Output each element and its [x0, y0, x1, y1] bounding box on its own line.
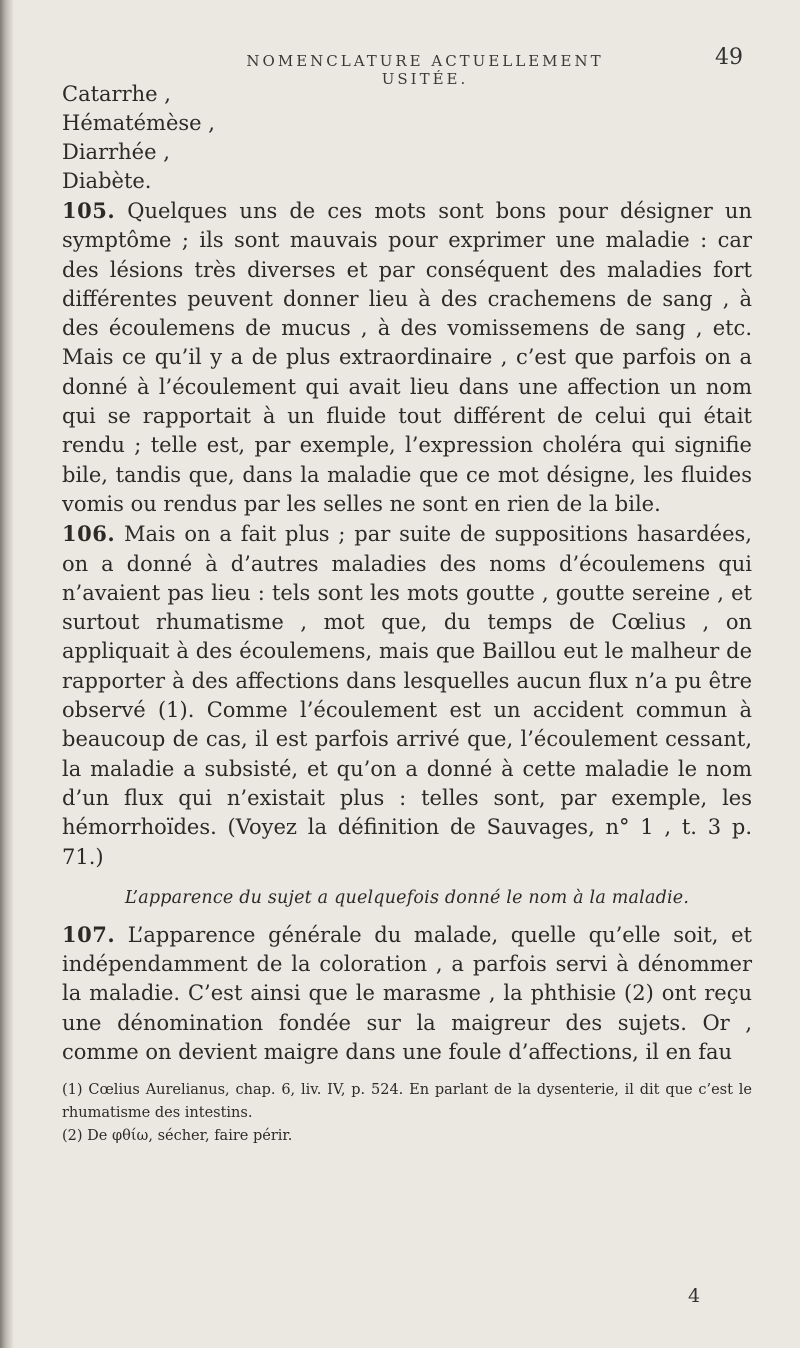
signature-mark: 4: [688, 1285, 701, 1307]
paragraph-text: Mais on a fait plus ; par suite de suppositions hasardées, on a donné à d’autres maladies des noms d’écoulemens qui n’avaient pas lieu : tels sont les mots goutte , goutte sereine , et surtout rhumatisme , mot que, du temps de Cœlius , on appliquait à des écoulemens, mais que Baillou eut le malheur de rapporter à des affections dans lesquelles aucun flux n’a pu être observé (1). Comme l’écoulement est un accident commun à beaucoup de cas, il est parfois arrivé que, l’écoulement cessant, la maladie a subsisté, et qu’on a donné à cette maladie le nom d’un flux qui n’existait plus : telles sont, par exemple, les hémorrhoïdes. (Voyez la définition de Sauvages, n° 1 , t. 3 p. 71.): [62, 522, 752, 869]
list-item: Catarrhe ,: [62, 82, 171, 106]
list-item: Diarrhée ,: [62, 140, 170, 164]
paragraph-text: Quelques uns de ces mots sont bons pour désigner un symptôme ; ils sont mauvais pour exprimer une maladie : car des lésions très diverses et par conséquent des maladies fort différentes peuvent donner lieu à des crachemens de sang , à des écoulemens de mucus , à des vomissemens de sang , etc. Mais ce qu’il y a de plus extraordinaire , c’est que parfois on a donné à l’écoulement qui avait lieu dans une affection un nom qui se rapportait à un fluide tout différent de celui qui était rendu ; telle est, par exemple, l’expression choléra qui signifie bile, tandis que, dans la maladie que ce mot désigne, les fluides vomis ou rendus par les selles ne sont en rien de la bile.: [62, 199, 752, 516]
paragraph-number: 106.: [62, 521, 116, 547]
section-subheading: L’apparence du sujet a quelquefois donné le nom à la maladie.: [124, 887, 690, 908]
footnote: (1) Cœlius Aurelianus, chap. 6, liv. IV, p. 524. En parlant de la dysenterie, il dit que c’est le rhumatisme des intestins.: [62, 1082, 752, 1122]
body-text: [62, 80, 752, 1148]
page-number: 49: [715, 45, 743, 70]
paragraph-number: 105.: [62, 198, 116, 223]
paragraph-text: L’apparence générale du malade, quelle qu’elle soit, et indépendamment de la coloration , a parfois servi à dénommer la maladie. C’est ainsi que le marasme , la phthisie (2) ont reçu une dénomination fondée sur la maigreur des sujets. Or , comme on devient maigre dans une foule d’affections, il en fau: [62, 922, 752, 1065]
paragraph-106: [62, 519, 752, 872]
paragraph-number: 107.: [62, 921, 116, 947]
list-item: Diabète.: [62, 169, 152, 193]
running-head: NOMENCLATURE ACTUELLEMENT USITÉE.: [246, 52, 604, 88]
paragraph-105: [62, 196, 752, 519]
paragraph-107: [62, 920, 752, 1067]
list-item: Hématémèse ,: [62, 111, 215, 135]
footnote: (2) De φθίω, sécher, faire périr.: [62, 1128, 293, 1145]
page-binding-shadow: [0, 0, 14, 1348]
footnotes: [62, 1079, 752, 1148]
